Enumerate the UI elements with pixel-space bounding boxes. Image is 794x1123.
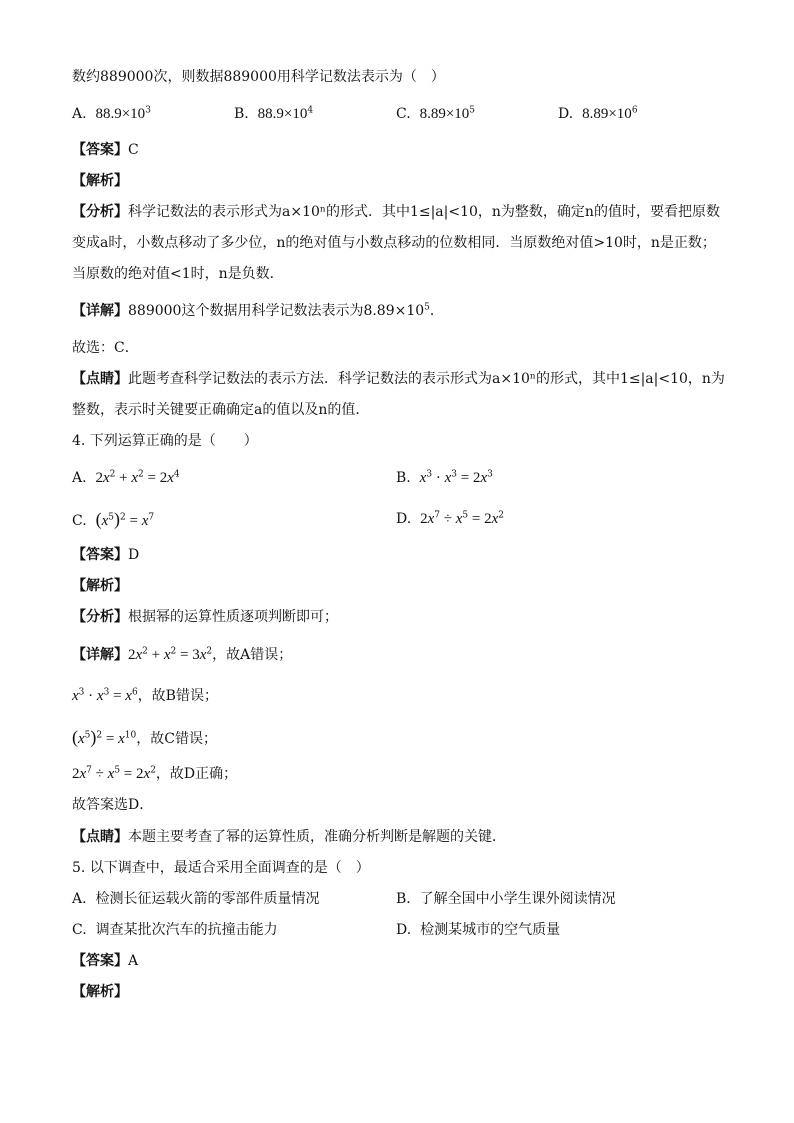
q4-options-row2 [72, 509, 752, 531]
q3-option-d: D. $8.89\times 10^6$ [558, 105, 638, 122]
q4-guxuan: 故答案选D． [72, 797, 154, 813]
q5-answer: 【答案】A [72, 953, 139, 969]
q3-jiexi-heading: 【解析】 [72, 173, 128, 189]
q4-option-d: D. $2x^7 \div x^5 = 2x^2$ [396, 510, 505, 527]
q4-dianjing: 【点睛】本题主要考查了幂的运算性质，准确分析判断是解题的关键． [72, 829, 506, 845]
q3-answer: 【答案】C [72, 142, 139, 158]
q3-fenxi-line3: 当原数的绝对值<1时，n是负数． [72, 266, 284, 282]
q5-options-row1 [72, 889, 752, 909]
q4-option-a: A. $2x^2 + x^2 = 2x^4$ [72, 469, 180, 486]
q3-xiangjie: 【详解】889000这个数据用科学记数法表示为$8.89\times 10^5$． [72, 302, 444, 319]
q4-xiangjie-a: 【详解】$2x^2 + x^2 = 3x^2$，故A错误； [72, 646, 293, 663]
q5-jiexi-heading: 【解析】 [72, 984, 128, 1000]
q4-fenxi: 【分析】根据幂的运算性质逐项判断即可； [72, 609, 338, 625]
q4-option-c: C. $(x^5)^2 = x^7$ [72, 509, 155, 529]
q4-stem: 4. 下列运算正确的是（ ） [72, 433, 258, 449]
q4-xiangjie-b: $x^3 \cdot x^3 = x^6$，故B错误； [72, 687, 218, 704]
q5-option-c: C. 调查某批次汽车的抗撞击能力 [72, 922, 278, 938]
q3-option-a: A. $88.9\times 10^3$ [72, 105, 151, 122]
q5-option-a: A. 检测长征运载火箭的零部件质量情况 [72, 891, 320, 907]
q3-option-b: B. $88.9\times 10^4$ [234, 105, 314, 122]
q3-guxuan: 故选：C． [72, 340, 139, 356]
q5-option-b: B. 了解全国中小学生课外阅读情况 [396, 891, 616, 907]
q4-xiangjie-c: $(x^5)^2 = x^{10}$，故C错误； [72, 727, 217, 747]
q3-dianjing-line2: 整数，表示时关键要正确确定a的值以及n的值． [72, 402, 370, 418]
q4-options-row1 [72, 468, 752, 490]
q3-option-c: C. $8.89\times 10^5$ [396, 105, 476, 122]
q4-option-b: B. $x^3 \cdot x^3 = 2x^3$ [396, 469, 493, 486]
q4-jiexi-heading: 【解析】 [72, 578, 128, 594]
q3-stem: 数约889000次，则数据889000用科学记数法表示为（ ） [72, 69, 445, 85]
q3-fenxi-line1: 【分析】科学记数法的表示形式为a×10ⁿ的形式．其中1≤|a|<10，n为整数，确定n的值时，要看把原数 [72, 204, 720, 220]
q3-dianjing-line1: 【点睛】此题考查科学记数法的表示方法．科学记数法的表示形式为a×10ⁿ的形式，其中1≤|a|<10，n为 [72, 371, 725, 387]
q5-option-d: D. 检测某城市的空气质量 [396, 922, 561, 938]
q5-stem: 5. 以下调查中，最适合采用全面调查的是（ ） [72, 860, 370, 876]
q5-options-row2 [72, 920, 752, 940]
q3-fenxi-line2: 变成a时，小数点移动了多少位，n的绝对值与小数点移动的位数相同．当原数绝对值>10时，n是正数； [72, 235, 716, 251]
q4-answer: 【答案】D [72, 547, 140, 563]
q4-xiangjie-d: $2x^7 \div x^5 = 2x^2$，故D正确； [72, 765, 238, 782]
q3-options [72, 104, 752, 124]
